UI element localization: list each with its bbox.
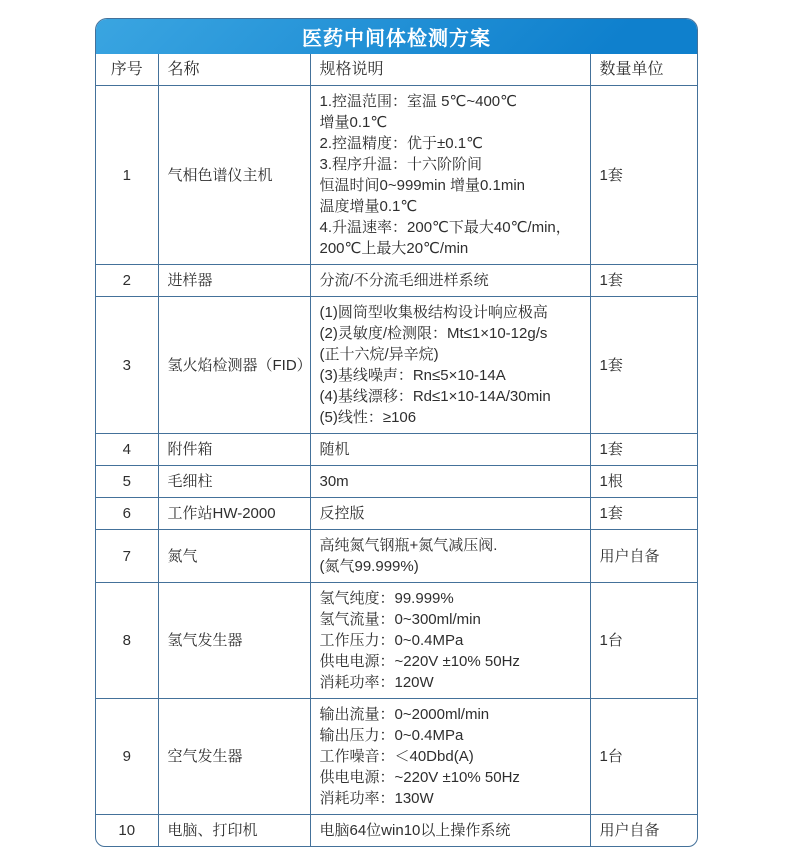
row-no-cell: 4 — [96, 434, 158, 466]
table-row — [96, 530, 697, 583]
row-spec-cell — [310, 434, 590, 466]
spec-line: 氢气流量：0~300ml/min — [319, 611, 481, 628]
spec-line: 随机 — [319, 441, 350, 458]
row-qty-cell: 1套 — [590, 498, 697, 530]
table-title-bar — [96, 19, 697, 54]
row-qty-cell: 用户自备 — [590, 530, 697, 583]
col-header-no: 序号 — [96, 54, 158, 86]
row-no-cell: 3 — [96, 297, 158, 434]
spec-line: 恒温时间0~999min 增量0.1min — [319, 177, 525, 194]
spec-line: 消耗功率：120W — [319, 674, 434, 691]
spec-line: 1.控温范围：室温 5℃~400℃ — [319, 93, 517, 110]
row-name-cell: 气相色谱仪主机 — [158, 86, 310, 265]
spec-line: (正十六烷/异辛烷) — [319, 346, 439, 363]
row-no-cell: 9 — [96, 699, 158, 815]
spec-line: 温度增量0.1℃ — [319, 198, 418, 215]
row-qty-cell: 用户自备 — [590, 815, 697, 847]
row-spec-cell — [310, 530, 590, 583]
table-row — [96, 583, 697, 699]
row-no-cell: 7 — [96, 530, 158, 583]
spec-line: 消耗功率：130W — [319, 790, 434, 807]
spec-line: 输出流量：0~2000ml/min — [319, 706, 490, 723]
table-row — [96, 699, 697, 815]
row-name-cell: 氢火焰检测器（FID） — [158, 297, 310, 434]
spec-line: 高纯氮气钢瓶+氮气减压阀. — [319, 537, 498, 554]
spec-line: 供电电源：~220V ±10% 50Hz — [319, 769, 520, 786]
row-name-cell: 附件箱 — [158, 434, 310, 466]
row-qty-cell: 1根 — [590, 466, 697, 498]
row-qty-cell: 1套 — [590, 297, 697, 434]
table-row — [96, 815, 697, 847]
spec-line: 增量0.1℃ — [319, 114, 388, 131]
row-name-cell: 空气发生器 — [158, 699, 310, 815]
row-no-cell: 1 — [96, 86, 158, 265]
spec-line: 工作噪音：＜40Dbd(A) — [319, 748, 474, 765]
row-spec-cell — [310, 498, 590, 530]
spec-line: 反控版 — [319, 505, 365, 522]
table-row — [96, 265, 697, 297]
table-row — [96, 297, 697, 434]
spec-line: (1)圆筒型收集极结构设计响应极高 — [319, 304, 548, 321]
row-qty-cell: 1台 — [590, 699, 697, 815]
spec-line: 3.程序升温：十六阶阶间 — [319, 156, 483, 173]
col-header-name: 名称 — [158, 54, 310, 86]
col-header-qty: 数量单位 — [590, 54, 697, 86]
page-title: 医药中间体检测方案 — [302, 28, 491, 50]
row-spec-cell — [310, 265, 590, 297]
row-spec-cell — [310, 466, 590, 498]
spec-line: (4)基线漂移：Rd≤1×10-14A/30min — [319, 388, 551, 405]
spec-table — [96, 54, 697, 846]
spec-line: (3)基线噪声：Rn≤5×10-14A — [319, 367, 506, 384]
row-name-cell: 进样器 — [158, 265, 310, 297]
spec-table-card — [95, 18, 698, 847]
row-qty-cell: 1套 — [590, 265, 697, 297]
spec-line: (5)线性：≥106 — [319, 409, 417, 426]
row-no-cell: 5 — [96, 466, 158, 498]
row-spec-cell — [310, 699, 590, 815]
header-row — [96, 54, 697, 86]
row-spec-cell — [310, 297, 590, 434]
row-name-cell: 氢气发生器 — [158, 583, 310, 699]
spec-line: (2)灵敏度/检测限：Mt≤1×10-12g/s — [319, 325, 548, 342]
table-row — [96, 466, 697, 498]
row-qty-cell: 1套 — [590, 86, 697, 265]
spec-line: 供电电源：~220V ±10% 50Hz — [319, 653, 520, 670]
row-spec-cell — [310, 86, 590, 265]
spec-line: (氮气99.999%) — [319, 558, 419, 575]
row-no-cell: 8 — [96, 583, 158, 699]
row-spec-cell — [310, 815, 590, 847]
spec-line: 工作压力：0~0.4MPa — [319, 632, 464, 649]
row-qty-cell: 1套 — [590, 434, 697, 466]
row-no-cell: 10 — [96, 815, 158, 847]
row-no-cell: 2 — [96, 265, 158, 297]
spec-line: 分流/不分流毛细进样系统 — [319, 272, 489, 289]
row-name-cell: 电脑、打印机 — [158, 815, 310, 847]
col-header-spec: 规格说明 — [310, 54, 590, 86]
spec-line: 电脑64位win10以上操作系统 — [319, 822, 511, 839]
row-name-cell: 氮气 — [158, 530, 310, 583]
row-spec-cell — [310, 583, 590, 699]
table-row — [96, 86, 697, 265]
spec-line: 2.控温精度：优于±0.1℃ — [319, 135, 483, 152]
row-name-cell: 工作站HW-2000 — [158, 498, 310, 530]
table-row — [96, 434, 697, 466]
row-no-cell: 6 — [96, 498, 158, 530]
spec-line: 200℃上最大20℃/min — [319, 240, 469, 257]
spec-line: 30m — [319, 473, 349, 490]
spec-line: 4.升温速率：200℃下最大40℃/min， — [319, 219, 571, 236]
spec-line: 氢气纯度：99.999% — [319, 590, 454, 607]
spec-line: 输出压力：0~0.4MPa — [319, 727, 464, 744]
table-row — [96, 498, 697, 530]
row-qty-cell: 1台 — [590, 583, 697, 699]
row-name-cell: 毛细柱 — [158, 466, 310, 498]
table-body — [96, 86, 697, 847]
